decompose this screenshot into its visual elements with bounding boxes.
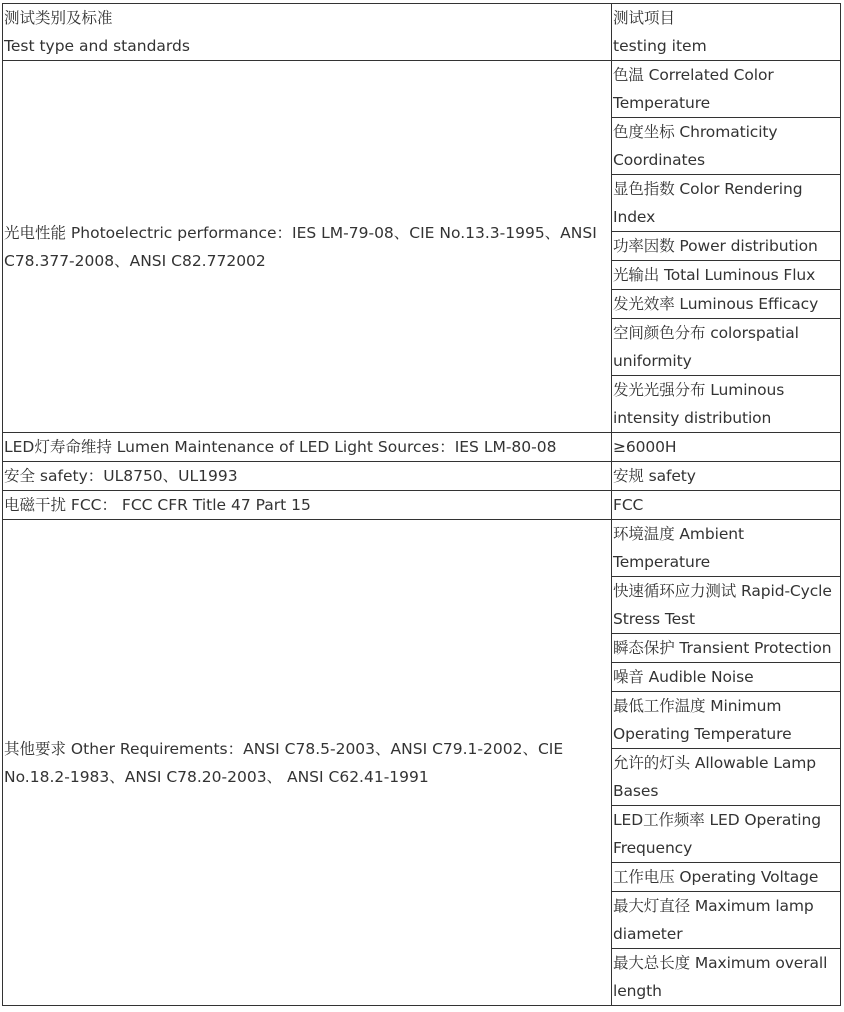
test-item-text: 工作电压 Operating Voltage xyxy=(613,868,819,886)
table-row xyxy=(3,491,841,520)
test-item-text: Temperature xyxy=(613,553,711,571)
test-item-cell xyxy=(612,634,841,663)
test-item-cell xyxy=(612,433,841,462)
test-item-text: 最低工作温度 Minimum xyxy=(613,697,782,715)
test-item-text: 色度坐标 Chromaticity xyxy=(613,123,778,141)
header-right-en: testing item xyxy=(613,37,707,55)
test-item-text: 光输出 Total Luminous Flux xyxy=(613,266,816,284)
category-cell: LED灯寿命维持 Lumen Maintenance of LED Light Sources：IES LM-80-08 xyxy=(3,433,612,462)
test-item-cell xyxy=(612,118,841,175)
test-item-cell xyxy=(612,261,841,290)
header-cell-test-type xyxy=(3,4,612,61)
table-row xyxy=(3,61,841,118)
table-body xyxy=(3,4,841,1006)
test-item-cell xyxy=(612,462,841,491)
test-item-text: 环境温度 Ambient xyxy=(613,525,745,543)
category-cell: 其他要求 Other Requirements：ANSI C78.5-2003、ANSI C79.1-2002、CIE No.18.2-1983、ANSI C78.20-2003、 ANSI C62.41-1991 xyxy=(3,520,612,1006)
header-right-zh: 测试项目 xyxy=(613,9,676,27)
table-row xyxy=(3,433,841,462)
test-item-text: Coordinates xyxy=(613,151,705,169)
test-item-text: diameter xyxy=(613,925,683,943)
test-item-cell xyxy=(612,319,841,376)
test-item-cell xyxy=(612,290,841,319)
test-item-text: 瞬态保护 Transient Protection xyxy=(613,639,832,657)
test-item-text: 噪音 Audible Noise xyxy=(613,668,754,686)
test-standards-table xyxy=(2,3,841,1006)
test-item-text: 安规 safety xyxy=(613,467,696,485)
header-left-en: Test type and standards xyxy=(4,37,190,55)
test-item-cell xyxy=(612,949,841,1006)
test-item-text: Temperature xyxy=(613,94,711,112)
test-item-cell xyxy=(612,376,841,433)
test-item-text: 最大总长度 Maximum overall xyxy=(613,954,828,972)
test-item-text: 空间颜色分布 colorspatial xyxy=(613,324,799,342)
test-item-cell xyxy=(612,520,841,577)
test-item-text: 快速循环应力测试 Rapid-Cycle xyxy=(613,582,832,600)
header-left-zh: 测试类别及标准 xyxy=(4,9,113,27)
test-item-text: 允许的灯头 Allowable Lamp xyxy=(613,754,816,772)
test-item-text: Operating Temperature xyxy=(613,725,792,743)
test-item-text: ≥6000H xyxy=(613,438,677,456)
table-row xyxy=(3,520,841,577)
test-item-cell xyxy=(612,663,841,692)
category-cell: 电磁干扰 FCC： FCC CFR Title 47 Part 15 xyxy=(3,491,612,520)
test-item-cell xyxy=(612,863,841,892)
test-item-text: 功率因数 Power distribution xyxy=(613,237,818,255)
category-cell: 光电性能 Photoelectric performance：IES LM-79-08、CIE No.13.3-1995、ANSI C78.377-2008、ANSI C82.772002 xyxy=(3,61,612,433)
table-row xyxy=(3,462,841,491)
test-item-cell xyxy=(612,892,841,949)
test-item-cell xyxy=(612,806,841,863)
test-item-text: Frequency xyxy=(613,839,693,857)
test-item-text: 发光效率 Luminous Efficacy xyxy=(613,295,819,313)
test-item-text: 最大灯直径 Maximum lamp xyxy=(613,897,814,915)
test-item-cell xyxy=(612,749,841,806)
test-item-text: 显色指数 Color Rendering xyxy=(613,180,803,198)
header-row xyxy=(3,4,841,61)
test-item-text: uniformity xyxy=(613,352,692,370)
test-item-text: Bases xyxy=(613,782,659,800)
test-item-text: Stress Test xyxy=(613,610,695,628)
test-item-cell xyxy=(612,61,841,118)
test-item-text: FCC xyxy=(613,496,644,514)
test-item-text: length xyxy=(613,982,662,1000)
test-item-text: 发光光强分布 Luminous xyxy=(613,381,785,399)
test-item-text: Index xyxy=(613,208,656,226)
test-item-text: intensity distribution xyxy=(613,409,772,427)
test-item-cell xyxy=(612,577,841,634)
header-cell-testing-item xyxy=(612,4,841,61)
test-item-cell xyxy=(612,175,841,232)
test-item-text: 色温 Correlated Color xyxy=(613,66,774,84)
test-item-cell xyxy=(612,692,841,749)
test-item-cell xyxy=(612,491,841,520)
test-item-cell xyxy=(612,232,841,261)
test-item-text: LED工作频率 LED Operating xyxy=(613,811,821,829)
category-cell: 安全 safety：UL8750、UL1993 xyxy=(3,462,612,491)
